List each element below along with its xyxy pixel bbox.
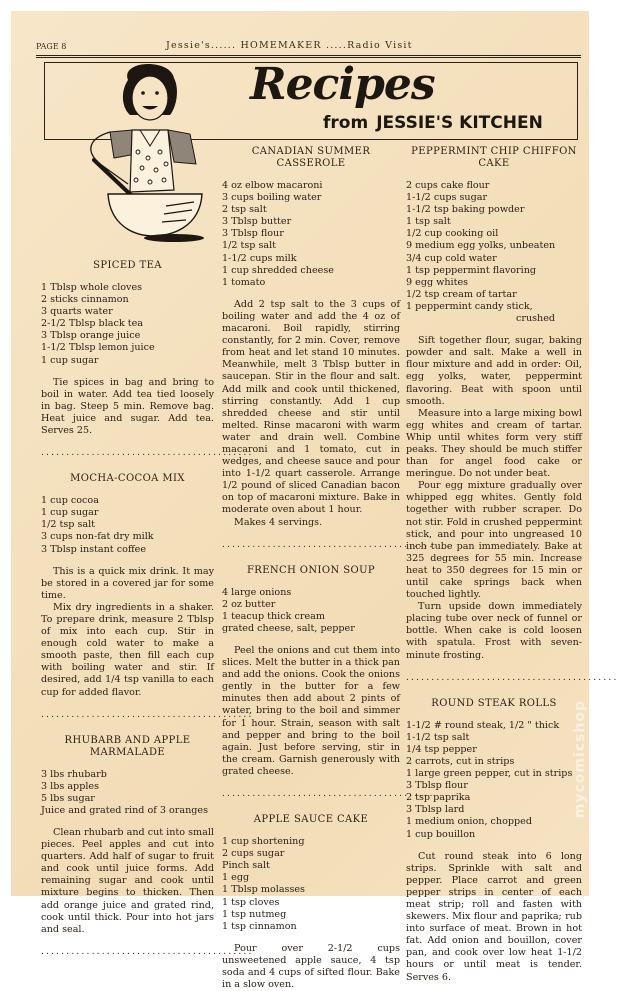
ingredient-list: [41, 495, 214, 555]
banner-kitchen: JESSIE'S KITCHEN: [376, 113, 543, 133]
ingredient: 1 tsp cloves: [222, 896, 280, 908]
recipe-rhubarb-apple-marmalade: [41, 735, 214, 936]
ingredient: 2-1/2 Tblsp black tea: [41, 318, 143, 330]
banner-subtitle: [323, 113, 543, 133]
separator: ..........................................: [41, 946, 254, 957]
recipe-spiced-tea: [41, 260, 214, 437]
recipe-canadian-summer-casserole: [222, 146, 400, 529]
directions: This is a quick mix drink. It may be stored in a covered jar for some time.: [41, 565, 214, 601]
ingredient: 9 egg whites: [406, 276, 469, 288]
ingredient: 5 lbs sugar: [41, 792, 95, 804]
ingredient: 1 Tblsp whole cloves: [41, 282, 143, 293]
ingredient: 2 oz butter: [222, 598, 276, 610]
recipe-title: FRENCH ONION SOUP: [246, 564, 376, 576]
directions: Sift together flour, sugar, baking powder and salt. Make a well in flour mixture and add in order: Oil, egg yolks, water, peppermint flavoring. Beat with spoon until smooth.: [406, 335, 582, 407]
ingredient: 1 cup bouillon: [406, 828, 476, 840]
ingredient: 3 Tblsp butter: [222, 216, 292, 228]
directions: Peel the onions and cut them into slices. Melt the butter in a thick pan and add the onions. Cook the onions gently in the butter for a few minutes then add about 2 pints of water, bring to the boil and simmer for 1 hour. Strain, season with salt and pepper and bring to the boil again. Just before serving, stir in the cream. Garnish generously with grated cheese.: [222, 645, 400, 777]
banner-title: Recipes: [250, 59, 435, 110]
ingredient: 1 teacup thick cream: [222, 610, 325, 622]
ingredient: 2 tsp salt: [222, 204, 267, 216]
ingredient: 3 Tblsp orange juice: [41, 330, 141, 342]
running-title: Jessie's...... HOMEMAKER .....Radio Visit: [166, 40, 413, 51]
ingredient: 2 cups cake flour: [406, 180, 490, 191]
ingredient: 3 cups boiling water: [222, 192, 322, 204]
directions: Mix dry ingredients in a shaker. To prepare drink, measure 2 Tblsp of mix into each cup. Stir in enough cold water to make a smooth paste, then fill each cup with boiling water and stir. If desired, add 1/4 tsp vanilla to each cup for added flavor.: [41, 601, 214, 698]
ingredient: 4 oz elbow macaroni: [222, 180, 323, 191]
ingredient: 1 cup sugar: [41, 507, 99, 519]
ingredient: Juice and grated rind of 3 oranges: [41, 804, 209, 816]
ingredient: 1/2 tsp salt: [41, 519, 96, 531]
ingredient: 3 quarts water: [41, 306, 113, 318]
ingredient-list: [222, 836, 400, 933]
watermark: mycomicshop: [572, 700, 588, 819]
running-header: [36, 40, 581, 53]
ingredient-list: [406, 720, 582, 841]
woman-mixing-bowl-illustration: [70, 60, 220, 250]
ingredient: 1 peppermint candy stick,: [406, 300, 533, 312]
ingredient: 1-1/2 tsp baking powder: [406, 204, 525, 216]
banner-from: from: [323, 113, 369, 133]
directions: Measure into a large mixing bowl egg whites and cream of tartar. Whip until whites form very stiff peaks. They should be much stiffer than for angel food cake or meringue. Do not under beat.: [406, 407, 582, 480]
ingredient: 1/2 cup cooking oil: [406, 228, 499, 240]
ingredient: 1-1/2 # round steak, 1/2 " thick: [406, 719, 560, 731]
ingredient: Pinch salt: [222, 860, 270, 872]
recipe-round-steak-rolls: [406, 698, 582, 984]
ingredient: 1 tsp nutmeg: [222, 908, 287, 920]
recipe-apple-sauce-cake: [222, 814, 400, 991]
ingredient: 1 medium onion, chopped: [406, 816, 532, 828]
ingredient: 4 large onions: [222, 586, 292, 598]
directions: Makes 4 servings.: [234, 516, 323, 528]
ingredient: 3 lbs apples: [41, 780, 100, 792]
header-rule: [36, 55, 581, 56]
recipe-title: APPLE SAUCE CAKE: [253, 814, 369, 826]
ingredient: 1 cup shredded cheese: [222, 264, 334, 276]
directions: Pour over 2-1/2 cups unsweetened apple sauce, 4 tsp soda and 4 cups of sifted flour. Bake in a slow oven.: [222, 942, 400, 991]
ingredient: 3/4 cup cold water: [406, 252, 497, 264]
ingredient: 1 tsp cinnamon: [222, 920, 297, 932]
directions: Cut round steak into 6 long strips. Sprinkle with salt and pepper. Place carrot and green pepper strips in center of each meat strip; roll and fasten with skewers. Mix flour and paprika; rub into surface of meat. Brown in hot fat. Add onion and bouillon, cover pan, and cook over low heat 1-1/2 hours or until meat is tender. Serves 6.: [406, 850, 582, 983]
column-right: [406, 146, 619, 984]
ingredient: 3 Tblsp lard: [406, 804, 465, 816]
ingredient: 1-1/2 Tblsp lemon juice: [41, 342, 155, 354]
recipe-french-onion-soup: [222, 565, 400, 778]
ingredient: 1 large green pepper, cut in strips: [406, 768, 573, 780]
ingredient: crushed: [516, 313, 556, 325]
directions: Pour egg mixture gradually over whipped egg whites. Gently fold together with rubber scraper. Do not stir. Fold in crushed peppermint stick, and pour into ungreased 10 inch tube pan immediately. Bake at 325 degrees for 55 min. Increase heat to 350 degrees for 15 min or until cake springs back when touched lightly.: [406, 480, 582, 601]
ingredient-list: [41, 282, 214, 367]
ingredient: 1-1/2 cups milk: [222, 252, 297, 264]
ingredient: 3 cups non-fat dry milk: [41, 531, 154, 543]
recipe-title: PEPPERMINT CHIP CHIFFON CAKE: [411, 146, 577, 169]
ingredient: 1 cup shortening: [222, 836, 305, 848]
ingredient: 1-1/2 tsp salt: [406, 731, 470, 743]
ingredient-list: [222, 587, 400, 635]
ingredient-list: [222, 180, 400, 289]
directions: Add 2 tsp salt to the 3 cups of boiling water and add the 4 oz of macaroni. Boil rapidly, stirring constantly, for 2 min. Cover, remove from heat and let stand 10 minutes. Meanwhile, melt 3 Tblsp butter in saucepan. Stir in the flour and salt. Add milk and cook until thickened, stirring constantly. Add 1 cup shredded cheese and stir until melted. Rinse macaroni with warm water and drain well. Combine macaroni and 1 tomato, cut in wedges, and cheese sauce and pour into 1-1/2 quart casserole. Arrange 1/2 pound of sliced Canadian bacon on top of macaroni mixture. Bake in moderate oven about 1 hour.: [222, 298, 400, 516]
ingredient: 3 Tblsp instant coffee: [41, 543, 147, 555]
recipe-title: RHUBARB AND APPLE MARMALADE: [64, 734, 191, 758]
separator: ..........................................: [41, 448, 254, 459]
ingredient: 2 cups sugar: [222, 848, 285, 860]
ingredient: 9 medium egg yolks, unbeaten: [406, 240, 556, 252]
separator: ..........................................: [41, 709, 254, 720]
ingredient: 1 tsp salt: [406, 216, 451, 228]
ingredient: 2 tsp paprika: [406, 792, 471, 804]
ingredient: 1/4 tsp pepper: [406, 743, 477, 755]
ingredient: grated cheese, salt, pepper: [222, 622, 355, 634]
ingredient: 1 egg: [222, 872, 250, 884]
ingredient-list: [41, 769, 214, 817]
ingredient: 1/2 tsp cream of tartar: [406, 288, 517, 300]
recipe-title: MOCHA-COCOA MIX: [70, 473, 185, 485]
recipe-title: ROUND STEAK ROLLS: [431, 697, 557, 709]
recipe-title: CANADIAN SUMMER CASSEROLE: [251, 146, 371, 169]
ingredient-list: [406, 180, 582, 325]
ingredient: 2 carrots, cut in strips: [406, 755, 515, 767]
separator: ..........................................: [222, 789, 435, 800]
recipe-title: SPICED TEA: [93, 260, 162, 271]
directions: Tie spices in bag and bring to boil in water. Add tea tied loosely in bag. Steep 5 min. Remove bag. Heat juice and sugar. Add tea. Serves 25.: [41, 376, 214, 437]
recipe-peppermint-chip-chiffon-cake: [406, 146, 582, 662]
ingredient: 1-1/2 cups sugar: [406, 192, 488, 204]
separator: ..........................................: [406, 672, 619, 683]
ingredient: 1 tsp peppermint flavoring: [406, 264, 537, 276]
directions: Turn upside down immediately placing tube over neck of funnel or bottle. When cake is cold loosen with spatula. Frost with seven-minute frosting.: [406, 601, 582, 661]
ingredient: 3 Tblsp flour: [222, 228, 284, 240]
separator: ..........................................: [222, 539, 435, 550]
ingredient: 3 lbs rhubarb: [41, 768, 107, 780]
ingredient: 1 cup cocoa: [41, 495, 99, 507]
page-number: PAGE 8: [36, 42, 67, 51]
ingredient: 1 cup sugar: [41, 354, 99, 366]
recipe-mocha-cocoa-mix: [41, 473, 214, 699]
ingredient: 1 tomato: [222, 276, 266, 288]
ingredient: 1/2 tsp salt: [222, 240, 277, 252]
ingredient: 2 sticks cinnamon: [41, 294, 129, 306]
directions: Clean rhubarb and cut into small pieces. Peel apples and cut into quarters. Add half of sugar to fruit and cook until juice forms. Add remaining sugar and cook until mixture begins to thicken. Then add orange juice and grated rind, cook until thick. Pour into hot jars and seal.: [41, 827, 214, 935]
ingredient: 1 Tblsp molasses: [222, 884, 305, 896]
ingredient: 3 Tblsp flour: [406, 780, 468, 792]
